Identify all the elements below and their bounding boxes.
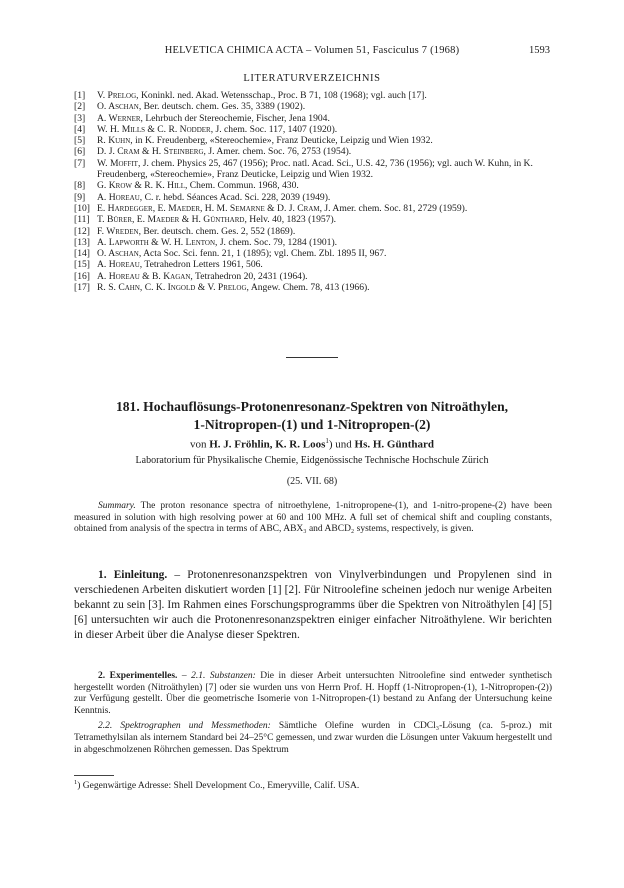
reference-text — [97, 271, 552, 282]
reference-citation: Helv. 40, 1823 (1957). — [249, 214, 337, 226]
article-title-line-2: 1-Nitropropen-(1) und 1-Nitropropen-(2) — [193, 417, 431, 432]
subsection-2-1-label: – 2.1. Substanzen: — [181, 671, 256, 681]
byline-prefix: von — [189, 438, 207, 451]
reference-authors: R. Kuhn, — [97, 135, 133, 147]
reference-text — [97, 146, 552, 157]
reference-text — [97, 113, 552, 124]
section-introduction — [74, 568, 552, 643]
reference-number: [5] — [74, 135, 86, 147]
reference-number: [15] — [74, 259, 90, 271]
reference-number: [12] — [74, 225, 90, 237]
reference-authors: G. Krow & R. K. Hill, — [97, 180, 188, 192]
reference-number: [3] — [74, 112, 86, 124]
reference-authors: E. Hardegger, E. Maeder, H. M. Semarne & D. J. Cram, — [97, 202, 323, 214]
reference-text — [97, 135, 552, 146]
subsection-2-2-text: Sämtliche Olefine wurden in CDCl₃-Lösung (ca. 5-proz.) mit Tetramethylsilan als internem Standard bei 24–25°C gemessen, und zwar wurden die Lösungen unter Vakuum hergestellt und in abgeschmolzenen Röhrchen gemessen. Das Spektrum — [74, 721, 553, 755]
reference-authors: F. Wreden, — [97, 225, 141, 237]
reference-citation: in K. Freudenberg, «Stereochemie», Franz Deuticke, Leipzig und Wien 1932. — [135, 135, 433, 147]
references-heading: LITERATURVERZEICHNIS — [243, 73, 381, 84]
reference-text — [97, 203, 552, 214]
subsection-2-2-label: 2.2. Spektrographen und Messmethoden: — [98, 721, 271, 732]
reference-authors: A. Horeau, — [97, 191, 143, 203]
running-head — [0, 45, 624, 59]
reference-authors: W. H. Mills & C. R. Nodder, — [97, 123, 214, 135]
reference-authors: R. S. Cahn, C. K. Ingold & V. Prelog, — [97, 282, 249, 294]
author-byline: von H. J. Fröhlin, K. R. Loos$^1$) und Hs. H. Günthard — [189, 437, 434, 451]
reference-text — [97, 158, 552, 181]
received-date: (25. VII. 68) — [286, 476, 338, 487]
authors-group-2: Hs. H. Günthard — [354, 438, 434, 451]
reference-citation: J. Amer. chem. Soc. 81, 2729 (1959). — [324, 202, 468, 214]
reference-authors: V. Prelog, — [97, 90, 139, 101]
byline-and: und — [335, 438, 352, 451]
reference-citation: Chem. Commun. 1968, 430. — [189, 180, 299, 192]
reference-item — [74, 271, 552, 282]
reference-number: [8] — [74, 180, 86, 192]
reference-citation: Koninkl. ned. Akad. Wetensschap., Proc. B 71, 108 (1968); vgl. auch [17]. — [140, 90, 427, 101]
section-1-heading: 1. Einleitung. — [98, 569, 168, 581]
reference-authors: A. Horeau, — [97, 259, 143, 271]
reference-text — [97, 101, 552, 112]
experimental-paragraph-1 — [74, 671, 552, 717]
reference-item — [74, 214, 552, 225]
reference-text — [97, 282, 552, 293]
authors-group-1: H. J. Fröhlin, K. R. Loos — [209, 438, 326, 451]
reference-item — [74, 180, 552, 191]
reference-item — [74, 282, 552, 293]
summary-label: Summary. — [98, 501, 136, 511]
reference-authors: O. Aschan, — [97, 248, 142, 260]
experimental-paragraph-2 — [74, 721, 552, 756]
reference-item — [74, 158, 552, 181]
reference-list — [74, 90, 552, 293]
reference-item — [74, 203, 552, 214]
reference-text — [97, 180, 552, 191]
reference-authors: D. J. Cram & H. Steinberg, — [97, 146, 206, 158]
reference-item — [74, 90, 552, 101]
reference-item — [74, 226, 552, 237]
footnote-rule — [74, 775, 114, 776]
reference-authors: A. Horeau & B. Kagan, — [97, 270, 193, 282]
footnote-marker: 1 — [325, 437, 329, 445]
reference-text — [97, 259, 552, 270]
section-divider — [286, 357, 338, 358]
reference-text — [97, 237, 552, 248]
reference-item — [74, 237, 552, 248]
reference-citation: Angew. Chem. 78, 413 (1966). — [250, 282, 370, 294]
reference-citation: Ber. deutsch. chem. Ges. 2, 552 (1869). — [143, 225, 296, 237]
section-experimental — [74, 671, 552, 760]
reference-authors: T. Bürer, E. Maeder & H. Günthard, — [97, 214, 247, 226]
reference-item — [74, 248, 552, 259]
article-title-line-1: 181. Hochauflösungs-Protonenresonanz-Spektren von Nitroäthylen, — [115, 399, 509, 414]
reference-text — [97, 124, 552, 135]
reference-text — [97, 248, 552, 259]
reference-item — [74, 146, 552, 157]
reference-text — [97, 192, 552, 203]
reference-citation: J. chem. Soc. 117, 1407 (1920). — [215, 123, 338, 135]
reference-item — [74, 259, 552, 270]
page-number: 1593 — [529, 45, 550, 56]
footnote-text: Gegenwärtige Adresse: Shell Development Co., Emeryville, Calif. USA. — [82, 781, 360, 792]
summary-text: The proton resonance spectra of nitroethylene, 1-nitropropene-(1), and 1-nitro-propene-(2) have been measured in solution with high resolving power at 60 and 100 MHz. A full set of chemical shift and coupling constants, obtained from analysis of the spectra in terms of ABC, ABX₃ and ABCD₂ systems, respectively, is given. — [74, 501, 552, 534]
article-title — [40, 398, 584, 434]
reference-number: [6] — [74, 146, 86, 158]
reference-number: [4] — [74, 123, 86, 135]
reference-text — [97, 214, 552, 225]
reference-authors: W. Moffit, — [97, 157, 141, 169]
section-2-heading: 2. Experimentelles. — [98, 671, 178, 681]
reference-number: [2] — [74, 101, 86, 113]
summary-paragraph — [74, 501, 552, 536]
footnote-number: 1 — [74, 779, 78, 786]
reference-text — [97, 226, 552, 237]
reference-item — [74, 135, 552, 146]
reference-citation: Tetrahedron 20, 2431 (1964). — [195, 270, 308, 282]
reference-citation: Ber. deutsch. chem. Ges. 35, 3389 (1902). — [143, 101, 306, 113]
reference-number: [14] — [74, 248, 90, 260]
footnote: $^1$) Gegenwärtige Adresse: Shell Development Co., Emeryville, Calif. USA. — [74, 779, 360, 792]
reference-citation: Acta Soc. Sci. fenn. 21, 1 (1895); vgl. Chem. Zbl. 1895 II, 967. — [143, 248, 387, 260]
reference-number: [1] — [74, 90, 86, 101]
reference-number: [10] — [74, 202, 90, 214]
section-1-text: – Protonenresonanzspektren von Vinylverbindungen und Propylenen sind in verschiedenen Arbeiten diskutiert worden [1] [2]. Für Nitroolefine scheinen jedoch nur wenige Arbeiten bekannt zu sein [3]. Im Rahmen eines Forschungsprogramms über die Spektren von Nitroäthylen [4] [5] [6] untersuchten wir auch die Protonenresonanzspektren einiger einfacher Nitroäthylene. Wir berichten in dieser Arbeit über die Analyse dieser Spektren. — [74, 569, 552, 641]
reference-number: [17] — [74, 282, 90, 294]
reference-number: [7] — [74, 157, 86, 169]
reference-citation: Lehrbuch der Stereochemie, Fischer, Jena 1904. — [145, 112, 330, 124]
reference-citation: J. Amer. chem. Soc. 76, 2753 (1954). — [208, 146, 352, 158]
affiliation: Laboratorium für Physikalische Chemie, Eidgenössische Technische Hochschule Zürich — [135, 455, 489, 466]
reference-citation: J. chem. Soc. 79, 1284 (1901). — [219, 236, 338, 248]
reference-item — [74, 113, 552, 124]
reference-number: [9] — [74, 191, 86, 203]
running-title: HELVETICA CHIMICA ACTA – Volumen 51, Fasciculus 7 (1968) — [164, 45, 460, 56]
reference-citation: C. r. hebd. Séances Acad. Sci. 228, 2039 (1949). — [144, 191, 331, 203]
reference-number: [13] — [74, 236, 90, 248]
reference-item — [74, 192, 552, 203]
reference-number: [11] — [74, 214, 90, 226]
reference-authors: O. Aschan, — [97, 101, 142, 113]
reference-citation: J. chem. Physics 25, 467 (1956); Proc. natl. Acad. Sci., U.S. 42, 736 (1956); vgl. auch W. Kuhn, in K. Freudenberg, «Stereochemie», Franz Deuticke, Leipzig und Wien 1932. — [97, 157, 533, 181]
reference-number: [16] — [74, 270, 90, 282]
reference-authors: A. Lapworth & W. H. Lenton, — [97, 236, 218, 248]
reference-item — [74, 101, 552, 112]
reference-item — [74, 124, 552, 135]
reference-text — [97, 90, 552, 101]
reference-authors: A. Werner, — [97, 112, 143, 124]
reference-citation: Tetrahedron Letters 1961, 506. — [144, 259, 263, 271]
subsection-2-1-text: Die in dieser Arbeit untersuchten Nitroolefine sind entweder synthetisch hergestellt worden (Nitroäthylen) [7] oder sie wurden uns von Herrn Prof. H. Hopff (1-Nitropropen-(1), 1-Nitropropen-(2)) zur Verfügung gestellt. Über die geometrische Isomerie von 1-Nitropropen-(1) bestand zu Anfang der Untersuchung keine Kenntnis. — [74, 671, 552, 716]
